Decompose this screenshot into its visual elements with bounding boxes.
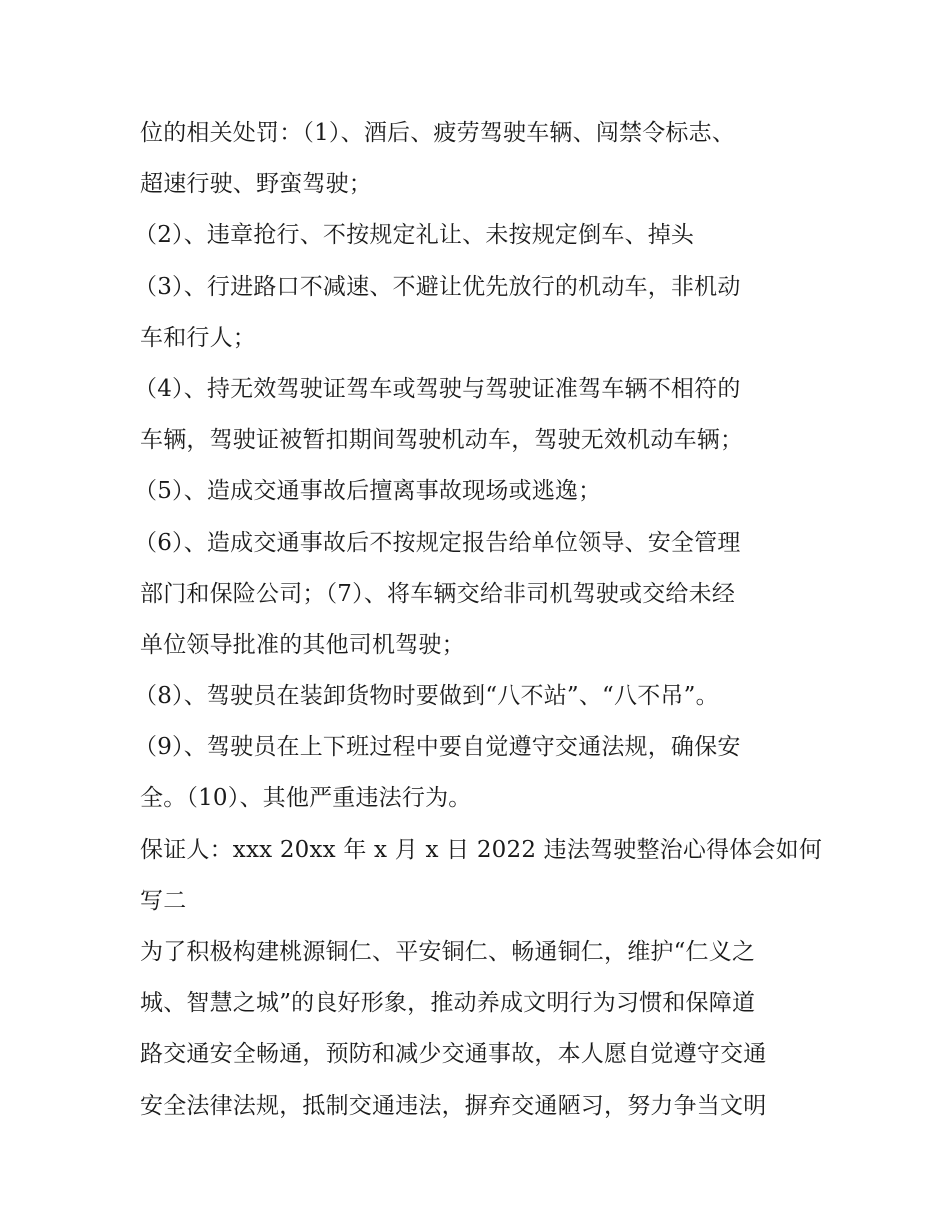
text-line: （2）、违章抢行、不按规定礼让、未按规定倒车、掉头	[134, 222, 695, 249]
text-line: （8）、驾驶员在装卸货物时要做到“八不站”、“八不吊”。	[134, 683, 719, 710]
text-line: 车和行人；	[140, 324, 256, 351]
text-line: （9）、驾驶员在上下班过程中要自觉遵守交通法规，确保安	[134, 734, 741, 761]
text-line: （6）、造成交通事故后不按规定报告给单位领导、安全管理	[134, 529, 741, 556]
text-line: （5）、造成交通事故后擅离事故现场或逃逸；	[134, 478, 602, 505]
text-line: 全。（10）、其他严重违法行为。	[140, 785, 472, 812]
text-line: 超速行驶、野蛮驾驶；	[140, 171, 372, 198]
text-line: 写二	[140, 887, 187, 914]
text-line: 保证人：xxx 20xx 年 x 月 x 日 2022 违法驾驶整治心得体会如何	[140, 836, 823, 863]
text-line: 车辆，驾驶证被暂扣期间驾驶机动车，驾驶无效机动车辆；	[140, 427, 744, 454]
text-line: 位的相关处罚：（1）、酒后、疲劳驾驶车辆、闯禁令标志、	[140, 120, 736, 146]
text-line: （3）、行进路口不减速、不避让优先放行的机动车，非机动	[134, 273, 741, 300]
text-line: 安全法律法规，抵制交通违法，摒弃交通陋习，努力争当文明	[140, 1092, 767, 1119]
text-line: 为了积极构建桃源铜仁、平安铜仁、畅通铜仁，维护“仁义之	[140, 939, 756, 965]
text-line: 路交通安全畅通，预防和减少交通事故，本人愿自觉遵守交通	[140, 1041, 767, 1068]
document-body	[134, 108, 830, 1132]
text-line: （4）、持无效驾驶证驾车或驾驶与驾驶证准驾车辆不相符的	[134, 375, 741, 402]
text-line: 单位领导批准的其他司机驾驶；	[140, 631, 465, 658]
text-line: 城、智慧之城”的良好形象，推动养成文明行为习惯和保障道	[140, 990, 756, 1017]
text-line: 部门和保险公司；（7）、将车辆交给非司机驾驶或交给未经	[140, 580, 736, 607]
